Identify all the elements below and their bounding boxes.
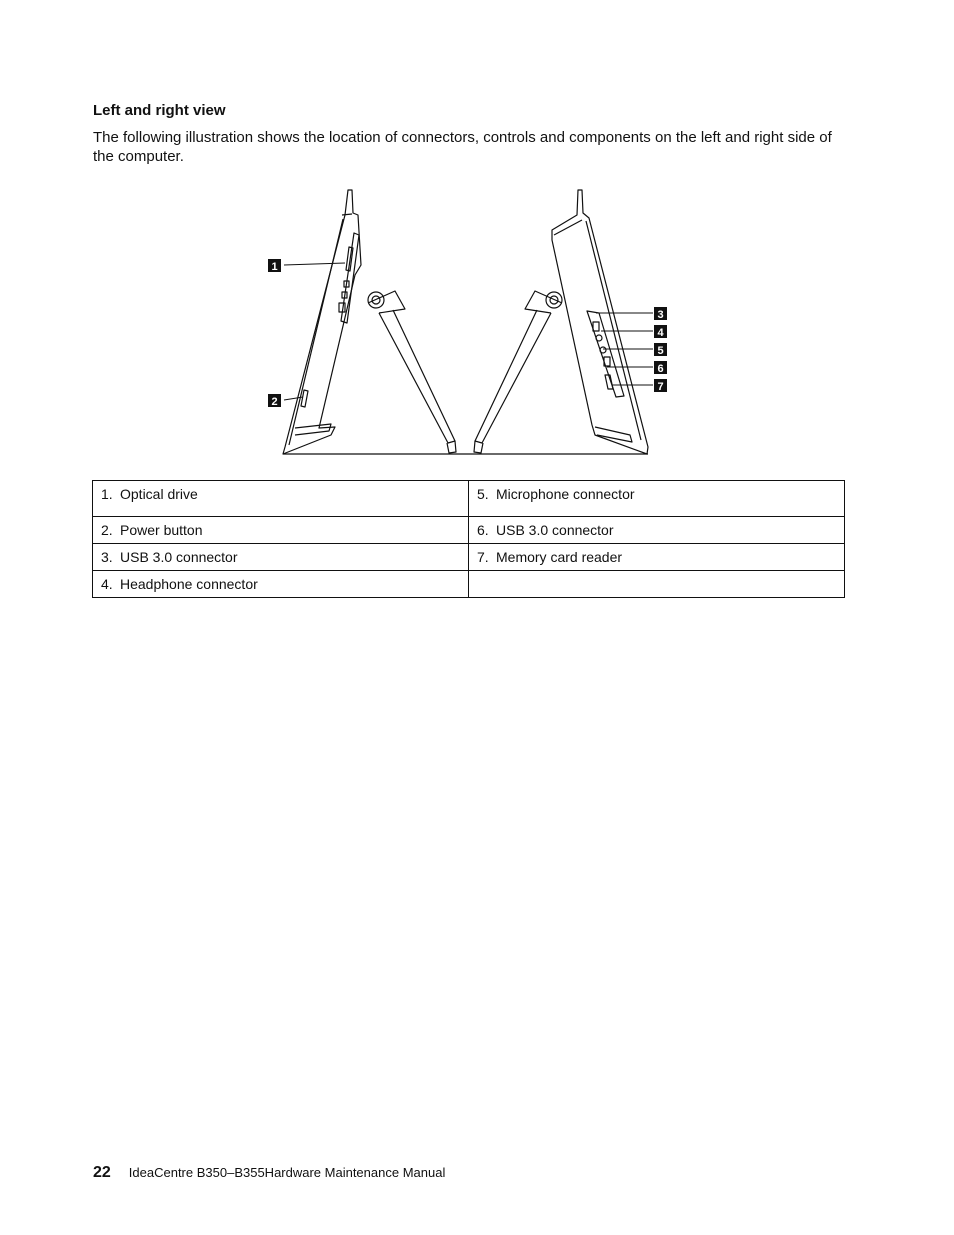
table-row [93,544,845,571]
callout-1 [268,259,281,273]
legend-label: Microphone connector [496,486,635,502]
legend-cell [469,481,845,517]
legend-cell [93,544,469,571]
legend-label: Power button [120,522,203,538]
legend-label: USB 3.0 connector [496,522,614,538]
legend-label: Headphone connector [120,576,258,592]
page-footer [93,1164,445,1182]
legend-number: 2. [101,522,113,538]
callout-5 [654,343,667,357]
svg-text:3: 3 [657,309,664,321]
legend-cell [93,481,469,517]
page-number: 22 [93,1164,111,1181]
legend-cell [469,544,845,571]
manual-title: IdeaCentre B350–B355Hardware Maintenance Manual [128,1165,446,1180]
legend-label: Optical drive [120,486,198,502]
legend-cell [469,517,845,544]
legend-number: 5. [477,486,489,502]
legend-number: 3. [101,549,113,565]
legend-number: 7. [477,549,489,565]
intro-paragraph: The following illustration shows the location of connectors, controls and components on the left and right side of the computer. [93,129,832,165]
callout-6 [654,361,667,375]
svg-text:1: 1 [271,261,278,273]
table-row [93,517,845,544]
legend-number: 1. [101,486,113,502]
computer-side-view-illustration [255,185,675,460]
left-view-computer [283,190,467,454]
legend-label: USB 3.0 connector [120,549,238,565]
legend-cell [93,517,469,544]
legend-number: 4. [101,576,113,592]
table-row [93,481,845,517]
legend-cell [469,571,845,598]
svg-text:6: 6 [657,363,664,375]
table-row [93,571,845,598]
legend-number: 6. [477,522,489,538]
callout-2 [268,394,281,408]
legend-cell [93,571,469,598]
right-view-computer [467,190,648,454]
callout-4 [654,325,667,339]
callout-7 [654,379,667,393]
svg-text:4: 4 [657,327,664,339]
svg-text:2: 2 [271,396,278,408]
section-heading: Left and right view [93,102,226,119]
svg-text:5: 5 [657,345,664,357]
legend-table [92,480,845,598]
legend-label: Memory card reader [496,549,623,565]
svg-text:7: 7 [657,381,664,393]
callout-3 [654,307,667,321]
